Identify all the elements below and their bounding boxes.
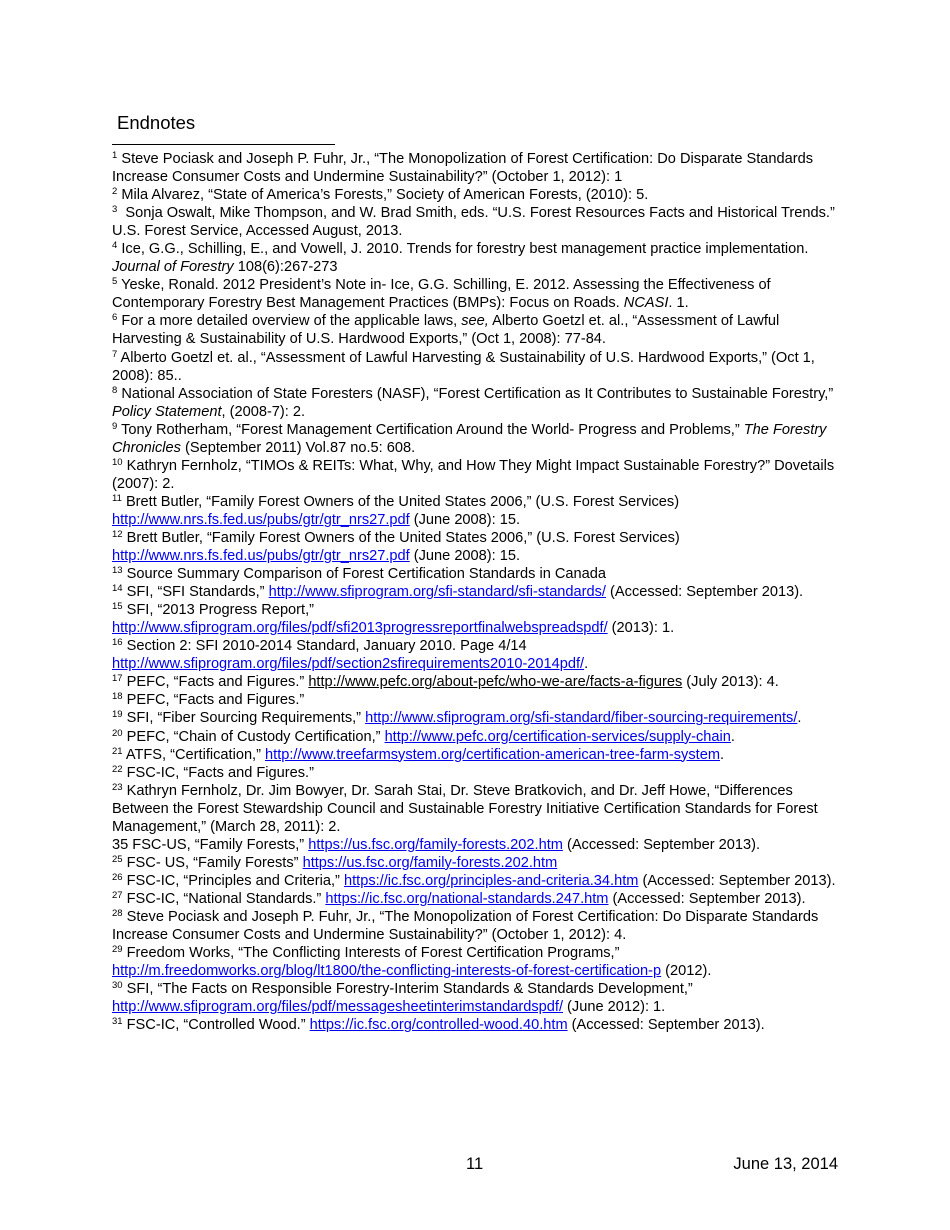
endnote-15: $^{15}$ SFI, “2013 Progress Report,” http://www.sfiprogram.org/files/pdf/sfi2013progressreportfinalwebspreadspdf/ (2013): 1.: [112, 601, 675, 637]
endnote-4: $^4$ Ice, G.G., Schilling, E., and Vowell, J. 2010. Trends for forestry best management practice implementation. Journal of Forestry 108(6):267-273: [112, 240, 809, 276]
endnote-number: 29: [112, 944, 123, 956]
endnote-number: 18: [112, 691, 123, 703]
endnote-number: 13: [112, 565, 123, 577]
endnote-number: 27: [112, 889, 123, 901]
endnote-number: 2: [112, 186, 118, 198]
endnote-number: 23: [112, 781, 123, 793]
endnote-number: 3: [112, 204, 118, 216]
endnote-number: 19: [112, 709, 123, 721]
endnote-number: 22: [112, 763, 123, 775]
endnote-number: 9: [112, 420, 118, 432]
endnote-number: 8: [112, 384, 118, 396]
endnote-link[interactable]: http://www.sfiprogram.org/sfi-standard/sfi-standards/: [268, 584, 606, 601]
endnote-number: 17: [112, 673, 123, 685]
endnote-12: $^{12}$ Brett Butler, “Family Forest Owners of the United States 2006,” (U.S. Forest Services) http://www.nrs.fs.fed.us/pubs/gtr/gtr_nrs27.pdf (June 2008): 15.: [112, 528, 680, 565]
endnote-21: $^{21}$ ATFS, “Certification,” http://www.treefarmsystem.org/certification-american-tree-farm-system.: [112, 745, 725, 763]
endnote-2: $^2$ Mila Alvarez, “State of America’s Forests,” Society of American Forests, (2010): 5.: [112, 186, 649, 204]
endnote-5: $^5$ Yeske, Ronald. 2012 President’s Note in- Ice, G.G. Schilling, E. 2012. Assessing the Effectiveness of Contemporary Forestry Best Management Practices (BMPs): Focus on Roads. NCASI. 1.: [112, 276, 771, 312]
endnote-19: $^{19}$ SFI, “Fiber Sourcing Requirements,” http://www.sfiprogram.org/sfi-standard/fiber-sourcing-requirements/.: [112, 709, 802, 727]
endnote-number: 4: [112, 240, 118, 252]
endnote-link[interactable]: https://ic.fsc.org/principles-and-criteria.34.htm: [343, 872, 639, 889]
endnote-link[interactable]: http://www.sfiprogram.org/files/pdf/messagesheetinterimstandardspdf/: [112, 999, 563, 1016]
endnote-number: 31: [112, 1016, 123, 1028]
endnote-link[interactable]: https://us.fsc.org/family-forests.202.htm: [302, 854, 558, 871]
endnote-27: $^{27}$ FSC-IC, “National Standards.” https://ic.fsc.org/national-standards.247.htm (Accessed: September 2013).: [112, 889, 806, 907]
endnote-24: 35 FSC-US, “Family Forests,” https://us.fsc.org/family-forests.202.htm (Accessed: September 2013).: [112, 836, 761, 853]
endnote-number: 6: [112, 312, 118, 324]
endnote-31: $^{31}$ FSC-IC, “Controlled Wood.” https://ic.fsc.org/controlled-wood.40.htm (Accessed: September 2013).: [112, 1016, 765, 1034]
endnotes-list: [112, 150, 840, 1034]
endnote-number: 10: [112, 456, 123, 468]
endnote-number: 26: [112, 871, 123, 883]
endnote-30: $^{30}$ SFI, “The Facts on Responsible Forestry-Interim Standards & Standards Development,” http://www.sfiprogram.org/files/pdf/messagesheetinterimstandardspdf/ (June 2012): 1.: [112, 980, 693, 1016]
endnote-number: 14: [112, 583, 123, 595]
endnote-14: $^{14}$ SFI, “SFI Standards,” http://www.sfiprogram.org/sfi-standard/sfi-standards/ (Accessed: September 2013).: [112, 583, 804, 601]
endnote-8: $^8$ National Association of State Foresters (NASF), “Forest Certification as It Contributes to Sustainable Forestry,” Policy Statement, (2008-7): 2.: [112, 384, 834, 420]
endnote-number: 28: [112, 907, 123, 919]
endnote-16: $^{16}$ Section 2: SFI 2010-2014 Standard, January 2010. Page 4/14 http://www.sfiprogram.org/files/pdf/section2sfirequirements2010-2014pdf/.: [112, 637, 589, 673]
endnote-link[interactable]: http://www.pefc.org/certification-services/supply-chain: [384, 728, 731, 745]
endnote-number: 16: [112, 637, 123, 649]
endnote-11: $^{11}$ Brett Butler, “Family Forest Owners of the United States 2006,” (U.S. Forest Services) http://www.nrs.fs.fed.us/pubs/gtr/gtr_nrs27.pdf (June 2008): 15.: [112, 492, 680, 528]
endnote-separator: [112, 144, 335, 145]
endnote-link[interactable]: http://www.sfiprogram.org/files/pdf/sfi2013progressreportfinalwebspreadspdf/: [112, 620, 608, 637]
endnote-number: 20: [112, 727, 123, 739]
endnote-7: $^7$ Alberto Goetzl et. al., “Assessment of Lawful Harvesting & Sustainability of U.S. Hardwood Exports,” (Oct 1, 2008): 85..: [112, 348, 815, 384]
endnote-link[interactable]: http://www.sfiprogram.org/files/pdf/section2sfirequirements2010-2014pdf/: [112, 656, 585, 673]
endnote-number: 12: [112, 528, 123, 540]
endnote-number: 11: [112, 492, 122, 504]
endnote-link[interactable]: http://www.treefarmsystem.org/certification-american-tree-farm-system: [265, 746, 720, 763]
endnote-link[interactable]: http://www.sfiprogram.org/sfi-standard/fiber-sourcing-requirements/: [365, 710, 798, 727]
endnote-17: $^{17}$ PEFC, “Facts and Figures.” http://www.pefc.org/about-pefc/who-we-are/facts-a-figures (July 2013): 4.: [112, 673, 779, 691]
endnote-6: $^6$ For a more detailed overview of the applicable laws, see, Alberto Goetzl et. al., “Assessment of Lawful Harvesting & Sustainability of U.S. Hardwood Exports,” (Oct 1, 2008): 77-84.: [112, 312, 780, 348]
endnote-26: $^{26}$ FSC-IC, “Principles and Criteria,” https://ic.fsc.org/principles-and-criteria.34.htm (Accessed: September 2013).: [112, 871, 836, 889]
endnote-link[interactable]: https://us.fsc.org/family-forests.202.htm: [308, 836, 563, 853]
endnote-link[interactable]: http://www.nrs.fs.fed.us/pubs/gtr/gtr_nrs27.pdf: [112, 548, 410, 565]
endnote-number: 5: [112, 276, 118, 288]
endnote-9: $^9$ Tony Rotherham, “Forest Management Certification Around the World- Progress and Problems,” The Forestry Chronicles (September 2011) Vol.87 no.5: 608.: [112, 420, 827, 456]
endnote-link[interactable]: http://m.freedomworks.org/blog/lt1800/the-conflicting-interests-of-forest-certification-p: [112, 963, 662, 980]
endnote-25: $^{25}$ FSC- US, “Family Forests” https://us.fsc.org/family-forests.202.htm: [112, 853, 558, 871]
endnote-number: 7: [112, 348, 118, 360]
endnote-18: $^{18}$ PEFC, “Facts and Figures.”: [112, 691, 305, 709]
endnote-link[interactable]: https://ic.fsc.org/national-standards.247.htm: [325, 890, 609, 907]
endnote-23: $^{23}$ Kathryn Fernholz, Dr. Jim Bowyer, Dr. Sarah Stai, Dr. Steve Bratkovich, and Dr. Jeff Howe, “Differences Between the Forest Stewardship Council and Sustainable Forestry Initiative Certification Standards for Forest Management,” (March 28, 2011): 2.: [112, 781, 818, 835]
endnote-link[interactable]: https://ic.fsc.org/controlled-wood.40.htm: [309, 1017, 568, 1034]
endnote-3: $^3$ Sonja Oswalt, Mike Thompson, and W. Brad Smith, eds. “U.S. Forest Resources Facts and Historical Trends.” U.S. Forest Service, Accessed August, 2013.: [112, 204, 835, 240]
endnote-number: 30: [112, 980, 123, 992]
endnote-22: $^{22}$ FSC-IC, “Facts and Figures.”: [112, 763, 314, 781]
endnote-1: $^1$ Steve Pociask and Joseph P. Fuhr, Jr., “The Monopolization of Forest Certification: Do Disparate Standards Increase Consumer Costs and Undermine Sustainability?” (October 1, 2012): 1: [112, 150, 814, 186]
endnote-13: $^{13}$ Source Summary Comparison of Forest Certification Standards in Canada: [112, 565, 607, 583]
endnote-number: 21: [112, 745, 123, 757]
endnote-28: $^{28}$ Steve Pociask and Joseph P. Fuhr, Jr., “The Monopolization of Forest Certification: Do Disparate Standards Increase Consumer Costs and Undermine Sustainability?” (October 1, 2012): 4.: [112, 907, 819, 944]
endnote-20: $^{20}$ PEFC, “Chain of Custody Certification,” http://www.pefc.org/certification-services/supply-chain.: [112, 727, 735, 745]
footer-date: June 13, 2014: [733, 1155, 838, 1173]
endnote-link[interactable]: http://www.pefc.org/about-pefc/who-we-are/facts-a-figures: [308, 674, 683, 691]
endnote-number: 1: [112, 150, 118, 161]
endnote-10: $^{10}$ Kathryn Fernholz, “TIMOs & REITs: What, Why, and How They Might Impact Sustainable Forestry?” Dovetails (2007): 2.: [112, 456, 835, 492]
endnote-link[interactable]: http://www.nrs.fs.fed.us/pubs/gtr/gtr_nrs27.pdf: [112, 511, 410, 528]
page-number: 11: [466, 1155, 484, 1173]
page-title: Endnotes: [117, 112, 196, 133]
endnote-29: $^{29}$ Freedom Works, “The Conflicting Interests of Forest Certification Programs,” http://m.freedomworks.org/blog/lt1800/the-conflicting-interests-of-forest-certification-p (2012).: [112, 944, 712, 980]
endnote-number: 15: [112, 601, 123, 613]
endnote-number: 25: [112, 853, 123, 865]
